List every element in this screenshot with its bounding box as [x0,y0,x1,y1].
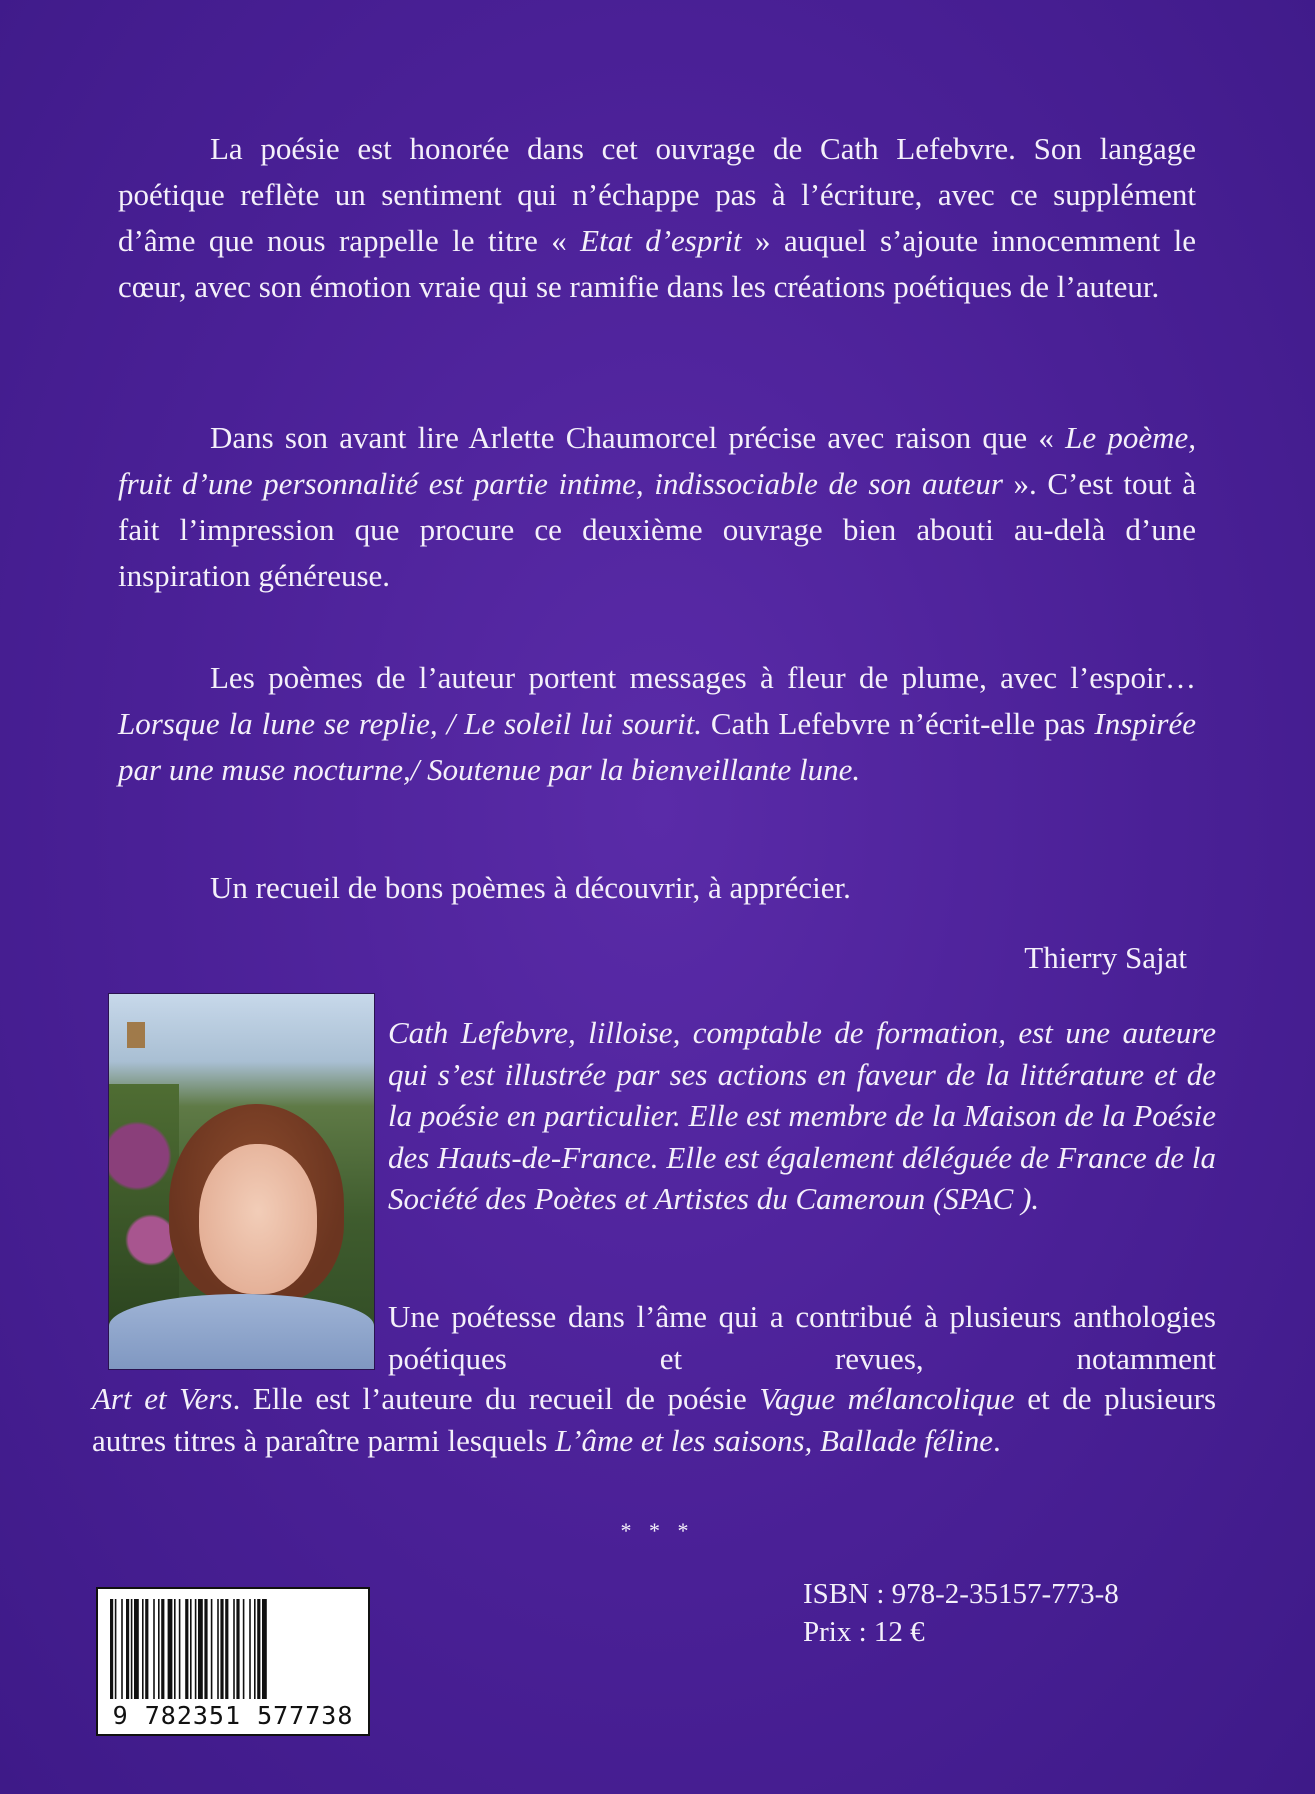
barcode-bar [204,1599,207,1699]
author-bio-paragraph-2-start: Une poétesse dans l’âme qui a contribué à plusieurs anthologies poétiques et revues, notamment [388,1299,1216,1376]
shirt-shape [109,1294,374,1370]
barcode-bar [190,1599,192,1699]
text-run: . Elle est l’auteure du recueil de poésie [232,1381,760,1416]
barcode-bar [262,1599,267,1699]
author-bio-paragraph-1: Cath Lefebvre, lilloise, comptable de formation, est une auteure qui s’est illustrée par ses actions en faveur de la littérature et de la poésie en particulier. Elle est membre de la Maison de la Poésie des Hauts-de-France. Elle est également déléguée de France de la Société des Poètes et Artistes du Cameroun (SPAC ). [388,1015,1216,1216]
barcode-bar [179,1599,181,1699]
text-run: » auquel s’ajoute innocemment le cœur, avec son émotion vraie qui se ramifie dans les créations poétiques de l’auteur. [118,223,1196,304]
review-paragraph-1 [118,126,1196,310]
barcode-bar [110,1599,113,1699]
separator-stars: * * * [620,1518,695,1543]
barcode-bar [236,1599,239,1699]
barcode-bar [134,1599,139,1699]
italic-text-run: Art et Vers [92,1381,233,1416]
barcode-bar [211,1599,213,1699]
review-paragraph-3 [118,655,1196,793]
barcode-bar [257,1599,260,1699]
italic-text-run: Inspirée par une muse nocturne,/ Soutenue par la bienveillante lune. [118,706,1196,787]
italic-text-run: Etat d’esprit [580,223,742,258]
barcode-bars [108,1599,358,1699]
barcode-bar [145,1599,148,1699]
text-run: Les poèmes de l’auteur portent messages à fleur de plume, avec l’espoir… [210,660,1196,695]
barcode-bar [126,1599,129,1699]
barcode-bar [195,1599,197,1699]
barcode-number: 9 782351 577738 [112,1701,354,1730]
barcode-bar [131,1599,133,1699]
barcode-bar [220,1599,223,1699]
barcode-bar [254,1599,256,1699]
barcode-bar [115,1599,117,1699]
text-run: La poésie est honorée dans cet ouvrage de Cath Lefebvre. Son langage poétique reflète un sentiment qui n’échappe pas à l’écriture, avec ce supplément d’âme que nous rappelle le titre « [118,131,1196,258]
barcode-bar [121,1599,123,1699]
barcode-bar [161,1599,164,1699]
text-run: Dans son avant lire Arlette Chaumorcel précise avec raison que « [210,420,1066,455]
barcode-bar [225,1599,228,1699]
face-shape [199,1144,317,1294]
review-paragraph-4 [118,865,1196,911]
review-signature: Thierry Sajat [1024,940,1187,975]
price-text: Prix : 12 € [803,1616,925,1648]
barcode-bar [185,1599,188,1699]
review-closing-text: Un recueil de bons poèmes à découvrir, à apprécier. [210,870,851,905]
italic-text-run: L’âme et les saisons, Ballade féline [555,1422,994,1458]
barcode-bar [158,1599,160,1699]
italic-text-run: Lorsque la lune se replie, / Le soleil lui sourit. [118,706,702,741]
isbn-text: ISBN : 978-2-35157-773-8 [803,1578,1119,1610]
text-run: . [993,1422,1001,1458]
author-portrait-photo [108,993,375,1370]
text-run: et de plusieurs autres titres à paraître parmi lesquels [92,1381,1217,1458]
barcode-bar [233,1599,235,1699]
barcode-bar [243,1599,245,1699]
barcode [96,1587,370,1736]
birdhouse-shape [127,1022,145,1048]
barcode-bar [153,1599,155,1699]
text-run: ». C’est tout à fait l’impression que procure ce deuxième ouvrage bien abouti au-delà d’une inspiration généreuse. [118,466,1197,593]
author-bio-paragraph-2-rest [92,1378,1216,1461]
review-paragraph-2 [118,415,1196,599]
italic-text-run: Vague mélancolique [759,1381,1015,1416]
barcode-bar [174,1599,176,1699]
barcode-bar [217,1599,219,1699]
barcode-bar [249,1599,251,1699]
barcode-bar [168,1599,173,1699]
barcode-bar [142,1599,144,1699]
text-run: Cath Lefebvre n’écrit-elle pas [701,706,1095,741]
barcode-bar [198,1599,203,1699]
italic-text-run: Le poème, fruit d’une personnalité est partie intime, indissociable de son auteur [118,420,1197,501]
